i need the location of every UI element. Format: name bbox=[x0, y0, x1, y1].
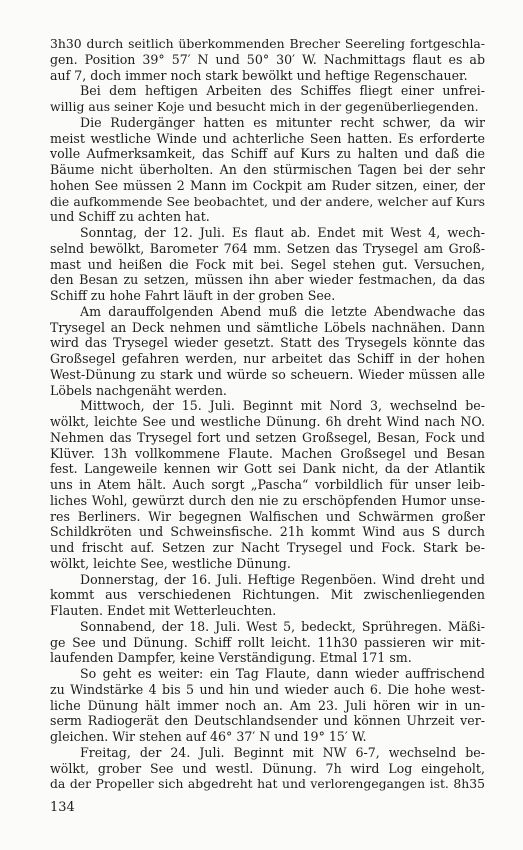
text-line: wird das Trysegel wieder gesetzt. Statt des Trysegels könnte das bbox=[50, 335, 485, 351]
text-line: uns in Atem hält. Auch sorgt „Pascha“ vorbildlich für unser leib- bbox=[50, 477, 485, 492]
text-line: liche Dünung hält immer noch an. Am 23. Juli hören wir in un- bbox=[50, 697, 485, 713]
text-line: Trysegel an Deck nehmen und sämtliche Löbels nachnähen. Dann bbox=[50, 319, 485, 335]
text-line: laufenden Dampfer, keine Verständigung. Etmal 171 sm. bbox=[50, 650, 412, 666]
text-line: zu Windstärke 4 bis 5 und hin und wieder auch 6. Die hohe west- bbox=[50, 681, 485, 697]
text-line: Sonnabend, der 18. Juli. West 5, bedeckt, Sprühregen. Mäßi- bbox=[80, 618, 485, 634]
text-line: Schildkröten und Schweinsfische. 21h kommt Wind aus S durch bbox=[50, 524, 485, 540]
text-line: Donnerstag, der 16. Juli. Heftige Regenböen. Wind dreht und bbox=[80, 571, 485, 587]
text-line: wölkt, grober See und westl. Dünung. 7h wird Log eingeholt, bbox=[50, 760, 485, 776]
text-line: selnd bewölkt, Barometer 764 mm. Setzen das Trysegel am Groß- bbox=[50, 240, 485, 256]
text-line: Freitag, der 24. Juli. Beginnt mit NW 6-7, wechselnd be- bbox=[80, 744, 485, 760]
text-line: Bei dem heftigen Arbeiten des Schiffes fliegt einer unfrei- bbox=[80, 83, 485, 99]
text-line: mast und heißen die Fock mit bei. Segel stehen gut. Versuchen, bbox=[50, 256, 485, 272]
text-line: Am darauffolgenden Abend muß die letzte Abendwache das bbox=[80, 303, 485, 319]
text-line: ge See und Dünung. Schiff rollt leicht. 11h30 passieren wir mit- bbox=[50, 634, 485, 650]
text-line: gleichen. Wir stehen auf 46° 37′ N und 19° 15′ W. bbox=[50, 729, 367, 744]
text-line: 3h30 durch seitlich überkommenden Brecher Seereling fortgeschla- bbox=[50, 36, 485, 51]
text-line: Klüver. 13h vollkommene Flaute. Machen Großsegel und Besan bbox=[50, 445, 485, 461]
text-line: wölkt, leichte See und westliche Dünung. 6h dreht Wind nach NO. bbox=[50, 414, 485, 429]
text-line: den Besan zu setzen, müssen ihn aber wieder festmachen, da das bbox=[50, 272, 485, 288]
text-line: willig aus seiner Koje und besucht mich in der gegenüberliegenden. bbox=[50, 99, 479, 114]
text-line: und Schiff zu achten hat. bbox=[50, 209, 210, 225]
text-line: Nehmen das Trysegel fort und setzen Großsegel, Besan, Fock und bbox=[50, 429, 485, 445]
text-line: Flauten. Endet mit Wetterleuchten. bbox=[50, 603, 277, 618]
page-number: 134 bbox=[50, 800, 75, 815]
text-line: Löbels nachgenäht werden. bbox=[50, 382, 227, 398]
text-line: Sonntag, der 12. Juli. Es flaut ab. Endet mit West 4, wech- bbox=[80, 225, 485, 240]
text-line: meist westliche Winde und achterliche Seen hatten. Es erforderte bbox=[50, 130, 485, 146]
text-line: fest. Langeweile kennen wir Gott sei Dank nicht, da der Atlantik bbox=[50, 461, 485, 477]
text-line: Mittwoch, der 15. Juli. Beginnt mit Nord 3, wechselnd be- bbox=[80, 398, 485, 414]
text-line: Die Rudergänger hatten es mitunter recht schwer, da wir bbox=[80, 114, 485, 130]
text-line: hohen See müssen 2 Mann im Cockpit am Ruder sitzen, einer, der bbox=[50, 177, 485, 193]
text-line: Großsegel gefahren werden, nur arbeitet das Schiff in der hohen bbox=[50, 351, 485, 366]
text-line: Schiff zu hohe Fahrt läuft in der groben See. bbox=[50, 288, 336, 303]
text-line: So geht es weiter: ein Tag Flaute, dann wieder auffrischend bbox=[80, 666, 485, 681]
text-line: wölkt, leichte See, westliche Dünung. bbox=[50, 555, 291, 571]
body-text bbox=[50, 36, 485, 792]
text-line: liches Wohl, gewürzt durch den nie zu erschöpfenden Humor unse- bbox=[50, 492, 485, 508]
text-line: auf 7, doch immer noch stark bewölkt und heftige Regenschauer. bbox=[50, 67, 468, 83]
text-line: West-Dünung zu stark und würde so scheuern. Wieder müssen alle bbox=[50, 366, 485, 382]
text-line: Bäume nicht überholten. An den stürmischen Tagen bei der sehr bbox=[50, 162, 485, 177]
text-line: gen. Position 39° 57′ N und 50° 30′ W. Nachmittags flaut es ab bbox=[50, 51, 485, 67]
text-line: die aufkommende See beobachtet, und der andere, welcher auf Kurs bbox=[50, 193, 485, 209]
text-line: serm Radiogerät den Deutschlandsender und können Uhrzeit ver- bbox=[50, 713, 485, 729]
text-line: volle Aufmerksamkeit, das Schiff auf Kurs zu halten und daß die bbox=[50, 146, 485, 162]
text-line: res Berliners. Wir begegnen Walfischen und Schwärmen großer bbox=[50, 508, 485, 524]
text-line: und frischt auf. Setzen zur Nacht Trysegel und Fock. Stark be- bbox=[50, 540, 485, 555]
text-line: kommt aus verschiedenen Richtungen. Mit zwischenliegenden bbox=[50, 587, 485, 603]
text-line: da der Propeller sich abgedreht hat und verlorengegangen ist. 8h35 bbox=[50, 776, 485, 792]
